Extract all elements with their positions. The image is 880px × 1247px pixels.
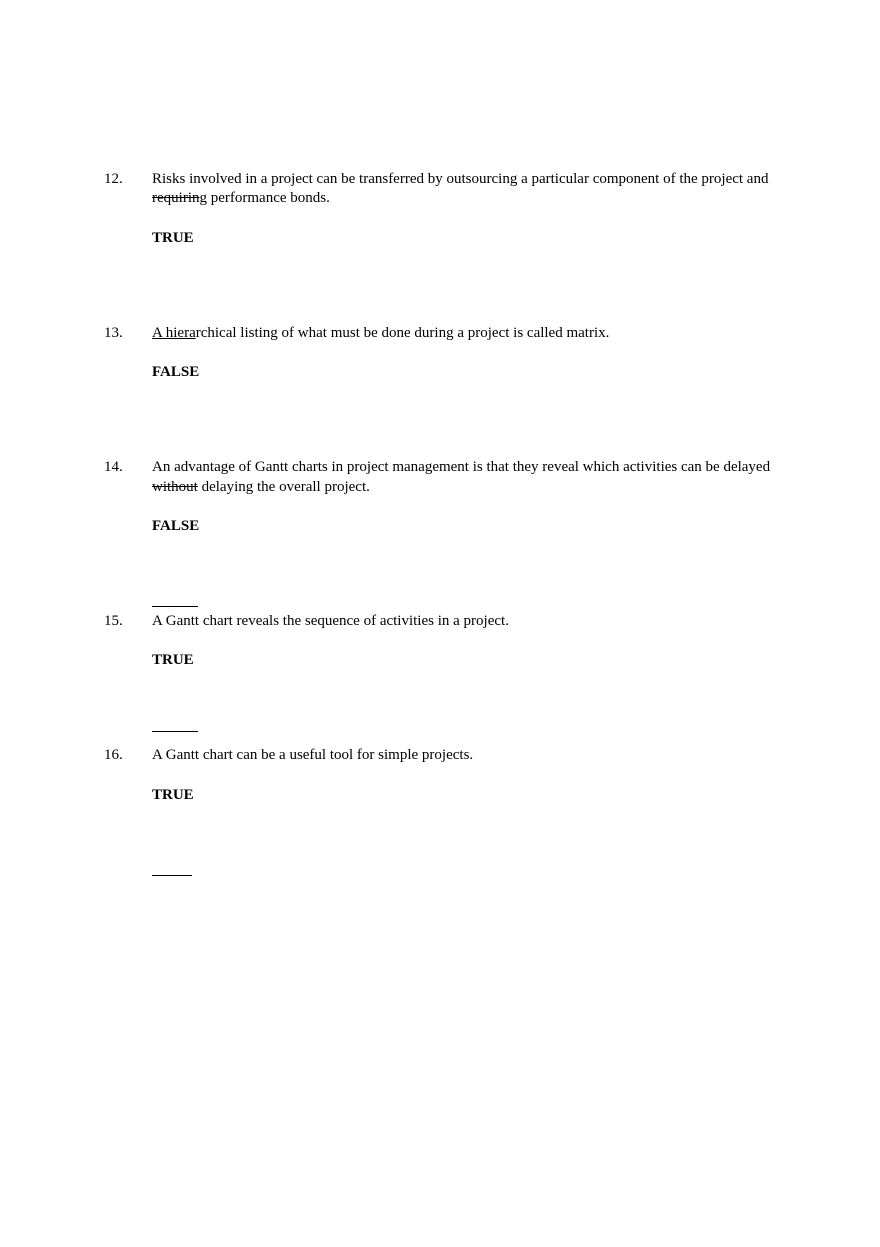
question-number: 14.: [104, 459, 123, 475]
question-text-line-2: [152, 477, 370, 497]
answer-label: TRUE: [152, 652, 194, 668]
question-text-line-2: [152, 188, 330, 208]
answer-blank-line: [152, 606, 198, 607]
question-text-line-1: Risks involved in a project can be transferred by outsourcing a particular component of the project and: [152, 171, 769, 187]
question-number: 13.: [104, 325, 123, 341]
question-number: 16.: [104, 747, 123, 763]
question-text-line-1: A Gantt chart can be a useful tool for simple projects.: [152, 747, 474, 763]
answer-label: TRUE: [152, 230, 194, 246]
question-text-rest: delaying the overall project.: [197, 479, 370, 495]
question-text-line-1: A Gantt chart reveals the sequence of activities in a project.: [152, 613, 509, 629]
question-text-rest: g performance bonds.: [199, 190, 330, 206]
struck-text: requirin: [152, 190, 200, 206]
struck-text: without: [152, 479, 198, 495]
answer-label: TRUE: [152, 787, 194, 803]
question-number: 15.: [104, 613, 123, 629]
question-text-line-1: [152, 323, 609, 343]
underlined-text: A hiera: [152, 325, 196, 341]
question-number: 12.: [104, 171, 123, 187]
answer-label: FALSE: [152, 518, 200, 534]
answer-blank-line: [152, 731, 198, 732]
question-text-rest: rchical listing of what must be done during a project is called matrix.: [195, 325, 610, 341]
answer-blank-line: [152, 875, 192, 876]
answer-label: FALSE: [152, 364, 200, 380]
question-text-line-1: An advantage of Gantt charts in project management is that they reveal which activities can be delayed: [152, 459, 771, 475]
